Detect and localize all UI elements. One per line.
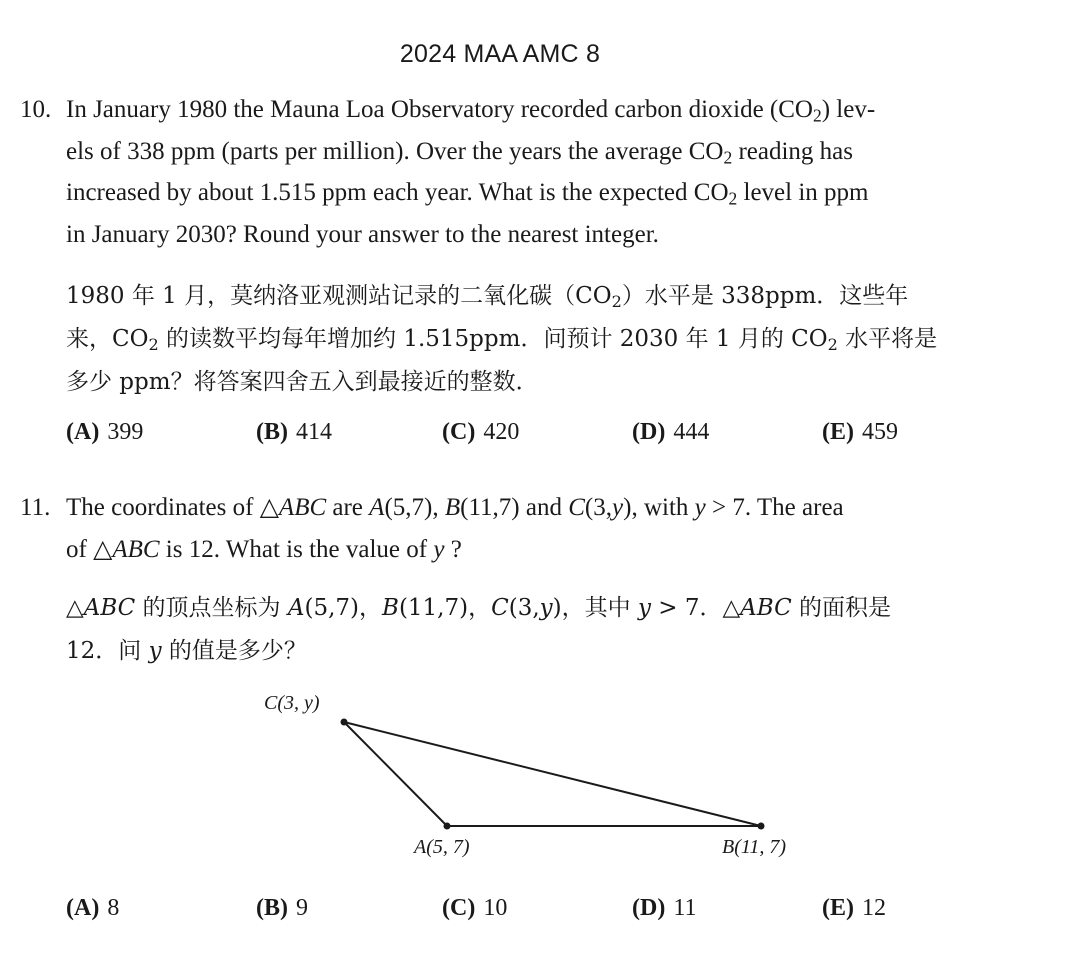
choice-letter: (A): [66, 419, 100, 445]
choice-value: 399: [107, 419, 144, 445]
coords: (11,7): [460, 494, 520, 521]
choice-value: 11: [673, 895, 697, 921]
math-var: A: [369, 494, 385, 521]
math-var: y: [539, 595, 553, 621]
math-var: C: [568, 494, 585, 521]
text-span: In January 1980 the Mauna Loa Observatory recorded carbon dioxide (CO: [66, 96, 813, 123]
choice-letter: (B): [256, 895, 288, 921]
text-span: 水平将是: [837, 326, 938, 352]
subscript: 2: [148, 335, 159, 355]
text-span: 的顶点坐标为: [135, 595, 288, 621]
vertex-c: [341, 719, 348, 726]
text-line: [66, 89, 1008, 131]
triangle-symbol: △: [66, 595, 84, 621]
math-var: ABC: [112, 535, 160, 563]
choice-letter: (C): [442, 419, 476, 445]
math-var: y: [433, 535, 445, 563]
text-span: ,: [432, 494, 445, 521]
math-var: y: [148, 638, 162, 664]
text-span: in January 2030? Round your answer to the nearest integer.: [66, 220, 659, 248]
coords: (5,7): [304, 595, 360, 621]
text-span: > 7．: [650, 595, 723, 621]
text-span: , with: [631, 494, 695, 521]
text-span: of: [66, 535, 94, 563]
text-span: is 12. What is the value of: [159, 535, 434, 563]
text-span: 12．问: [66, 638, 149, 664]
text-span: 1980 年 1 月，莫纳洛亚观测站记录的二氧化碳（CO: [66, 283, 612, 309]
coords: ): [623, 494, 632, 521]
triangle-figure: [250, 685, 820, 865]
text-span: 多少 ppm？将答案四舍五入到最接近的整数．: [66, 369, 539, 395]
choice-value: 12: [862, 895, 886, 921]
text-span: increased by about 1.515 ppm each year. What is the expected CO: [66, 179, 729, 206]
text-span: . The area: [744, 494, 844, 521]
subscript: 2: [723, 146, 733, 167]
math-var: y: [637, 595, 651, 621]
choice-c[interactable]: [442, 895, 507, 922]
math-var: A: [287, 595, 305, 621]
choice-letter: (A): [66, 895, 100, 921]
math-var: y: [612, 494, 624, 521]
choice-b[interactable]: [256, 419, 332, 446]
math-var: C: [491, 595, 509, 621]
coords: ): [552, 595, 562, 621]
choice-letter: (D): [632, 419, 666, 445]
answer-choices: [66, 419, 1008, 451]
coords: (11,7): [398, 595, 469, 621]
text-line: [66, 318, 1008, 361]
math-var: ABC: [83, 595, 136, 621]
page-header: 2024 MAA AMC 8: [399, 40, 601, 68]
problem-10-chinese: [66, 275, 1008, 404]
math-var: ABC: [740, 595, 792, 621]
text-span: ，: [468, 595, 492, 621]
math-var: B: [444, 494, 461, 521]
text-span: reading has: [732, 137, 853, 165]
choice-letter: (E): [822, 895, 854, 921]
choice-c[interactable]: [442, 419, 519, 446]
text-line: [66, 529, 1008, 571]
text-span: level in ppm: [737, 179, 869, 206]
label-c: C(3, y): [264, 692, 320, 714]
text-line: [66, 275, 1008, 318]
triangle-abc: [344, 722, 761, 826]
choice-a[interactable]: [66, 895, 119, 922]
choice-value: 8: [107, 895, 120, 921]
problem-11-english: [66, 487, 1008, 570]
text-line: [66, 172, 1008, 214]
answer-choices: [66, 895, 1008, 927]
choice-b[interactable]: [256, 895, 308, 922]
text-span: ，其中: [561, 595, 638, 621]
text-span: 的读数平均每年增加约 1.515ppm．问预计 2030 年 1 月的 CO: [158, 326, 828, 352]
triangle-symbol: △: [93, 535, 113, 563]
text-span: 的值是多少？: [161, 638, 307, 664]
text-span: The coordinates of: [66, 494, 260, 521]
text-line: [66, 630, 1008, 673]
label-b: B(11, 7): [722, 836, 787, 858]
choice-letter: (E): [822, 419, 854, 445]
choice-letter: (B): [256, 419, 288, 445]
choice-a[interactable]: [66, 419, 143, 446]
math-var: B: [382, 595, 399, 621]
text-line: [66, 131, 1008, 173]
choice-d[interactable]: [632, 419, 709, 446]
text-span: 的面积是: [791, 595, 892, 621]
text-span: > 7: [705, 494, 745, 521]
text-span: ）水平是 338ppm．这些年: [621, 283, 909, 309]
choice-letter: (D): [632, 895, 666, 921]
text-line: [66, 214, 1008, 256]
text-span: ) lev-: [821, 96, 876, 123]
subscript: 2: [728, 188, 738, 209]
math-var: y: [694, 494, 706, 521]
text-span: and: [519, 494, 569, 521]
vertex-b: [758, 823, 765, 830]
label-a: A(5, 7): [414, 836, 470, 858]
problem-number: 11.: [20, 494, 51, 521]
coords: (5,7): [384, 494, 433, 521]
text-span: 来，CO: [66, 326, 149, 352]
coords: (3,: [584, 494, 612, 521]
text-line: [66, 487, 1008, 529]
text-span: els of 338 ppm (parts per million). Over the years the average CO: [66, 137, 724, 165]
choice-letter: (C): [442, 895, 476, 921]
choice-e[interactable]: [822, 895, 886, 922]
text-line: [66, 587, 1008, 630]
choice-value: 414: [296, 419, 332, 445]
choice-d[interactable]: [632, 895, 696, 922]
text-line: [66, 361, 1008, 404]
problem-10-english: [66, 89, 1008, 255]
text-span: are: [326, 494, 370, 521]
choice-value: 444: [673, 419, 710, 445]
text-span: ?: [444, 535, 462, 563]
problem-number: 10.: [20, 96, 52, 123]
text-span: ，: [359, 595, 383, 621]
triangle-symbol: △: [722, 595, 741, 621]
subscript: 2: [827, 335, 838, 355]
choice-value: 459: [862, 419, 898, 445]
choice-value: 420: [483, 419, 520, 445]
choice-value: 9: [296, 895, 308, 921]
coords: (3,: [508, 595, 540, 621]
subscript: 2: [812, 105, 822, 126]
math-var: ABC: [278, 494, 327, 521]
triangle-symbol: △: [259, 494, 279, 521]
problem-11-chinese: [66, 587, 1008, 673]
choice-e[interactable]: [822, 419, 898, 446]
vertex-a: [444, 823, 451, 830]
subscript: 2: [611, 292, 622, 312]
choice-value: 10: [483, 895, 508, 921]
